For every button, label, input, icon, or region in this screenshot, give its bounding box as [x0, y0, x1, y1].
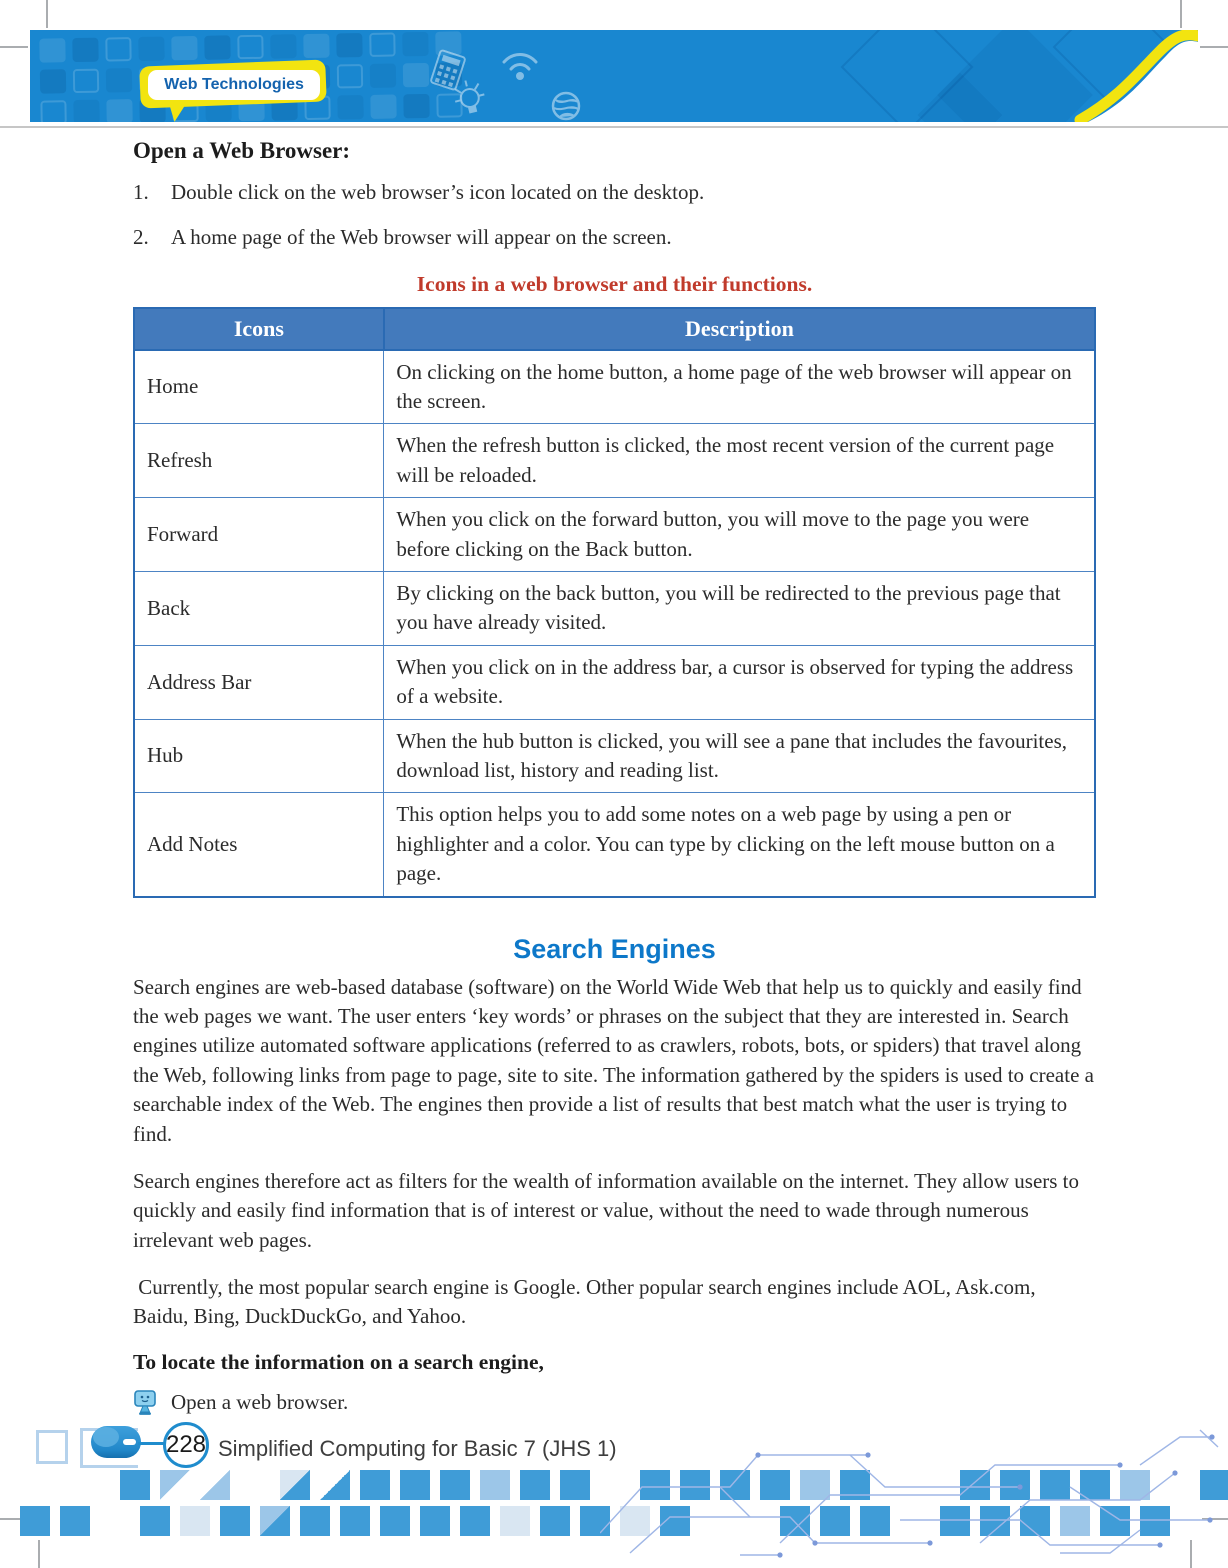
step-number: 1.: [133, 180, 149, 204]
header-swoosh: [988, 30, 1198, 122]
locate-heading: To locate the information on a search engine,: [133, 1349, 544, 1374]
table-row: [134, 645, 1095, 719]
page-number: 228: [165, 1431, 207, 1458]
step-number: 2.: [133, 225, 149, 250]
step-text: Double click on the web browser’s icon located on the desktop.: [171, 180, 705, 204]
table-row: [134, 572, 1095, 646]
crop-mark: [38, 1540, 40, 1568]
bullet-item: [133, 1389, 1096, 1416]
description-cell: On clicking on the home button, a home page of the web browser will appear on the screen.: [384, 350, 1095, 424]
table-row: [134, 424, 1095, 498]
table-row: [134, 498, 1095, 572]
icon-cell: Forward: [134, 498, 384, 572]
icon-cell: Address Bar: [134, 645, 384, 719]
icon-cell: Add Notes: [134, 793, 384, 897]
crop-mark: [46, 0, 48, 28]
page-header-banner: [30, 30, 1198, 122]
icons-column-header: Icons: [134, 308, 384, 350]
description-column-header: Description: [384, 308, 1095, 350]
bullet-text: Open a web browser.: [171, 1389, 349, 1414]
badge-label: Web Technologies: [148, 70, 320, 100]
description-cell: By clicking on the back button, you will be redirected to the previous page that you have already visited.: [384, 572, 1095, 646]
globe-icon: [550, 90, 582, 122]
icon-cell: Refresh: [134, 424, 384, 498]
crop-mark: [0, 46, 28, 48]
description-cell: When the hub button is clicked, you will see a pane that includes the favourites, download list, history and reading list.: [384, 719, 1095, 793]
table-row: [134, 793, 1095, 897]
description-cell: This option helps you to add some notes on a web page by using a pen or highlighter and a color. You can type by clicking on the left mouse button on a page.: [384, 793, 1095, 897]
computer-icon: [133, 1389, 157, 1416]
paragraph: Search engines therefore act as filters for the wealth of information available on the internet. They allow users to quickly and easily find information that is of interest or value, without the need to wade through numerous irrelevant web pages.: [133, 1168, 1085, 1252]
table-caption: Icons in a web browser and their functions.: [416, 271, 813, 296]
paragraph: Currently, the most popular search engine is Google. Other popular search engines include AOL, Ask.com, Baidu, Bing, DuckDuckGo, and Yahoo.: [133, 1275, 1041, 1329]
badge-tail: [165, 99, 188, 122]
table-row: [134, 350, 1095, 424]
main-content: [133, 138, 1100, 1416]
description-cell: When the refresh button is clicked, the most recent version of the current page will be reloaded.: [384, 424, 1095, 498]
book-title: Simplified Computing for Basic 7 (JHS 1): [218, 1436, 617, 1461]
description-cell: When you click on the forward button, you will move to the page you were before clicking on the Back button.: [384, 498, 1095, 572]
page-number-circle: [163, 1422, 209, 1468]
header-rule: [0, 122, 1228, 128]
table-row: [134, 719, 1095, 793]
wifi-icon: [500, 48, 540, 80]
icon-cell: Back: [134, 572, 384, 646]
table-header-row: [134, 308, 1095, 350]
description-cell: When you click on in the address bar, a cursor is observed for typing the address of a website.: [384, 645, 1095, 719]
step-item: [133, 178, 1096, 206]
paragraph: Search engines are web-based database (software) on the World Wide Web that help us to quickly and easily find the web pages we want. The user enters ‘key words’ or phrases on the subject that they are interested in. Search engines utilize automated software applications (referred to as crawlers, robots, bots, or spiders) that travel along the Web, following links from page to page, site to site. The information gathered by the spiders is used to create a searchable index of the Web. The engines then provide a list of results that best match what the user is trying to find.: [133, 974, 1100, 1146]
square-outline-decoration: [36, 1430, 68, 1464]
crop-mark: [1180, 0, 1182, 28]
crop-mark: [1200, 46, 1228, 48]
mouse-icon: [90, 1424, 142, 1460]
open-browser-heading: Open a Web Browser:: [133, 138, 351, 163]
step-item: [133, 223, 1096, 251]
circuit-pattern: [600, 1425, 1228, 1568]
step-text: A home page of the Web browser will appear on the screen.: [171, 225, 672, 250]
icon-cell: Hub: [134, 719, 384, 793]
lightbulb-icon: [446, 74, 495, 122]
icon-cell: Home: [134, 350, 384, 424]
icons-table: [133, 307, 1096, 898]
search-engines-heading: Search Engines: [513, 933, 716, 964]
